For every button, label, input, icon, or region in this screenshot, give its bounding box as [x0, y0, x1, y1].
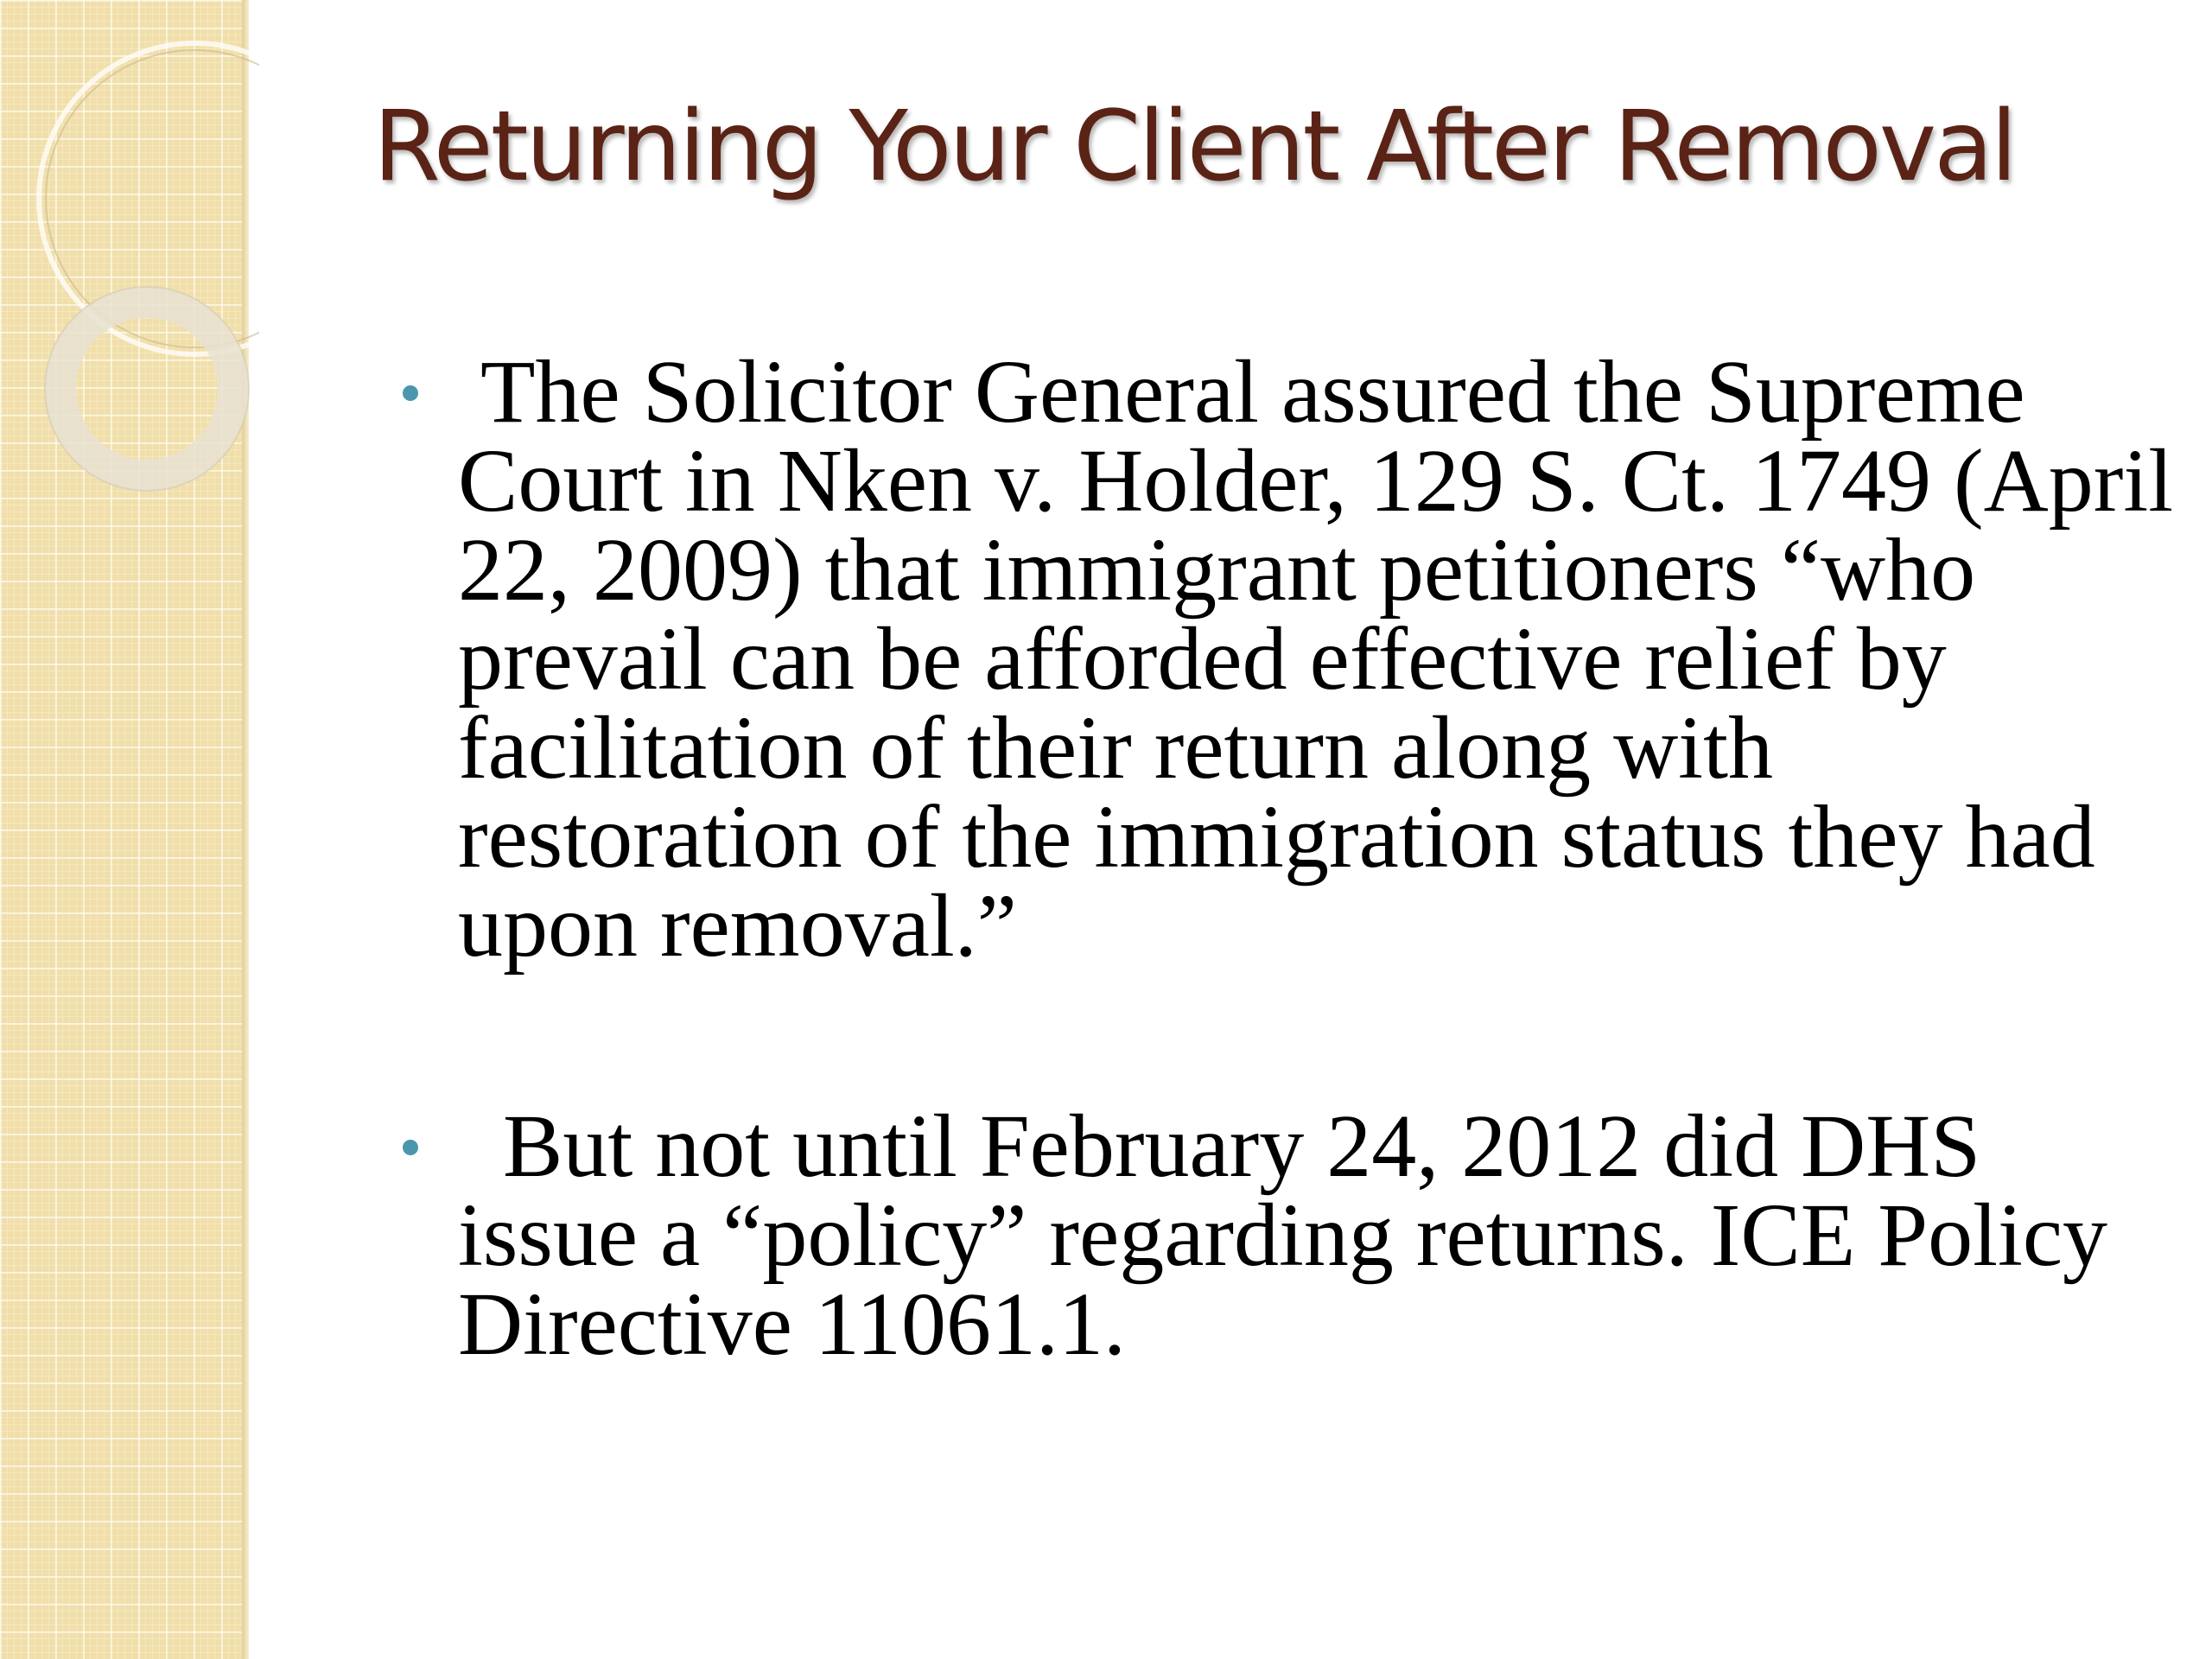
bullet-text: The Solicitor General assured the Supreme Court in Nken v. Holder, 129 S. Ct. 1749 (April 22, 2009) that immigrant petitioners “who prevail can be afforded effective relief by facilitation of their return along with restoration of the immigration status they had upon removal.”: [458, 342, 2174, 976]
bullet-text: But not until February 24, 2012 did DHS issue a “policy” regarding returns. ICE Policy Directive 11061.1.: [458, 1096, 2108, 1374]
list-item: [397, 342, 2177, 976]
bullet-list: [397, 342, 2177, 1374]
bullet-marker-icon: [403, 385, 418, 401]
bullet-marker-icon: [403, 1140, 418, 1155]
list-item: [397, 1096, 2177, 1374]
decorative-rings-icon: [0, 0, 259, 553]
slide-title: Returning Your Client After Removal: [373, 91, 2015, 203]
